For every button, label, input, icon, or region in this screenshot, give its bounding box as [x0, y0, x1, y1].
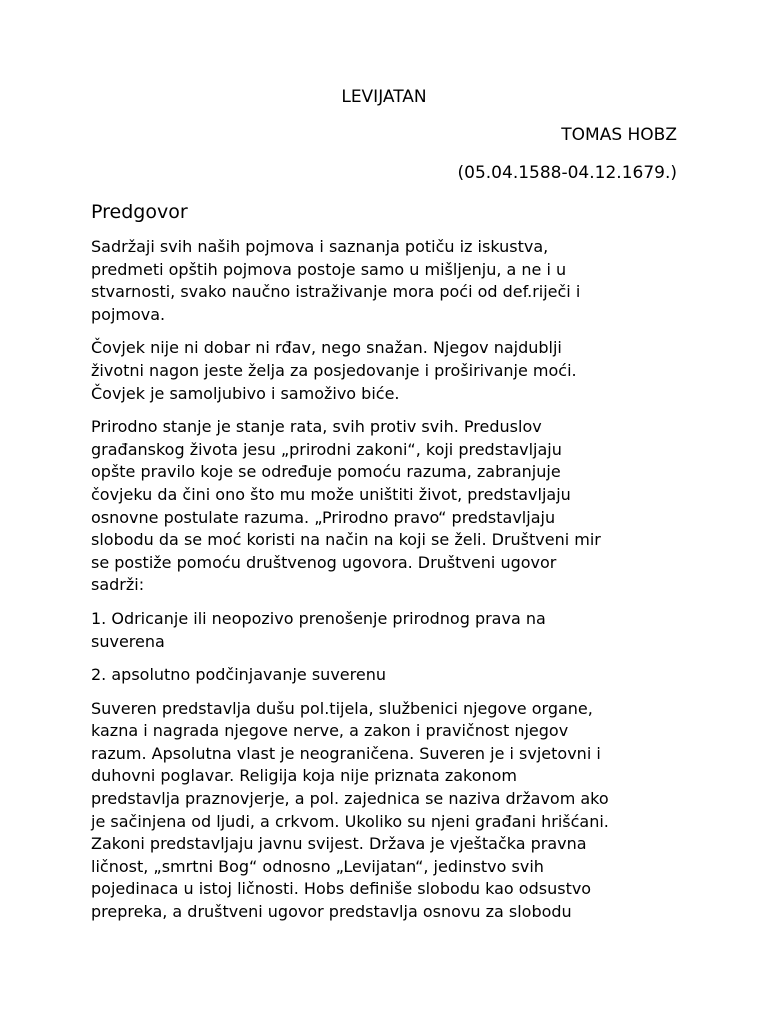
author-dates: (05.04.1588-04.12.1679.) — [457, 163, 677, 183]
list-item: 2. apsolutno podčinjavanje suverenu — [91, 665, 386, 685]
section-heading: Predgovor — [91, 201, 188, 223]
list-item: 1. Odricanje ili neopozivo prenošenje prirodnog prava na suverena — [91, 608, 546, 651]
document-title: LEVIJATAN — [341, 87, 427, 107]
paragraph: Suveren predstavlja dušu pol.tijela, službenici njegove organe, kazna i nagrada njegove nerve, a zakon i pravičnost njegov razum. Apsolutna vlast je neograničena. Suveren je i svjetovni i duhovni poglavar. Religija koja nije priznata zakonom predstavlja praznovjerje, a pol. zajednica se naziva državom ako je sačinjena od ljudi, a crkvom. Ukoliko su njeni građani hrišćani. Zakoni predstavljaju javnu svijest. Država je vještačka pravna ličnost, „smrtni Bog“ odnosno „Levijatan“, jedinstvo svih pojedinaca u istoj ličnosti. Hobs definiše slobodu kao odsustvo prepreka, a društveni ugovor predstavlja osnovu za slobodu — [91, 698, 609, 922]
paragraph: Prirodno stanje je stanje rata, svih protiv svih. Preduslov građanskog života jesu „prirodni zakoni“, koji predstavljaju opšte pravilo koje se određuje pomoću razuma, zabranjuje čovjeku da čini ono što mu može uništiti život, predstavljaju osnovne postulate razuma. „Prirodno pravo“ predstavljaju slobodu da se moć koristi na način na koji se želi. Društveni mir se postiže pomoću društvenog ugovora. Društveni ugovor sadrži: — [91, 417, 601, 595]
document-author: TOMAS HOBZ — [561, 125, 677, 145]
document-body — [91, 236, 681, 935]
paragraph: Sadržaji svih naših pojmova i saznanja potiču iz iskustva, predmeti opštih pojmova postoje samo u mišljenju, a ne i u stvarnosti, svako naučno istraživanje mora poći od def.riječi i pojmova. — [91, 237, 581, 324]
paragraph: Čovjek nije ni dobar ni rđav, nego snažan. Njegov najdublji životni nagon jeste želja za posjedovanje i proširivanje moći. Čovjek je samoljubivo i samoživo biće. — [91, 338, 577, 403]
